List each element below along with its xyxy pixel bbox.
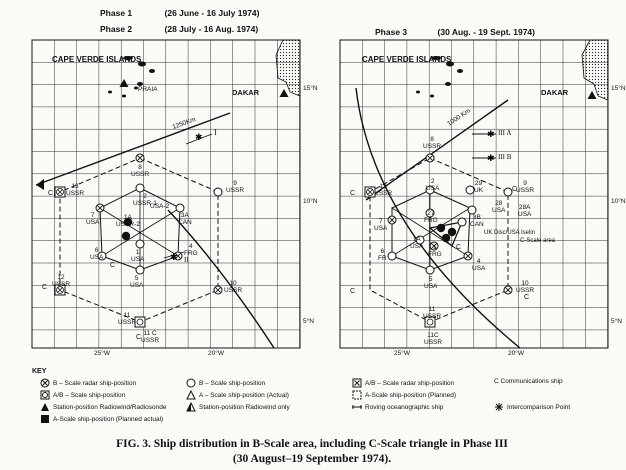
key-item: [494, 402, 570, 412]
ship-country: USA: [131, 256, 145, 263]
ship-number: 10: [229, 280, 237, 287]
key-item-text: A-Scale ship-position (Planned actual): [53, 415, 164, 423]
map_right-ship-label-11: [423, 306, 441, 320]
ship-number: 28: [495, 200, 503, 207]
ship-country: USA: [90, 254, 104, 261]
key-item-text: B – Scale radar ship-position: [53, 379, 137, 387]
map_left-ship-label-8: [131, 164, 149, 178]
ship-country: USSR: [131, 171, 150, 178]
filled-square-icon: [40, 414, 50, 424]
ship-number: 11: [123, 312, 131, 319]
left-lat5: 5°N: [303, 318, 314, 325]
ship-country: USA: [374, 225, 388, 232]
ship-number: 10: [521, 280, 529, 287]
ship-number: 1: [433, 244, 437, 251]
left-dakar-label: DAKAR: [232, 88, 260, 97]
map_left-ship-label-1a: [116, 214, 140, 228]
map_right-ship-label-29: [474, 180, 483, 194]
map_left-ship-label-11: [118, 312, 136, 326]
left-region-label: CAPE VERDE ISLANDS: [52, 55, 142, 64]
l-ship-2: [136, 184, 144, 192]
key-item-text: Intercomparison Point: [507, 403, 571, 411]
ship-country: USSR: [374, 190, 393, 197]
key-item: [494, 378, 563, 385]
ship-number: 7: [378, 218, 383, 225]
ship-number: 6: [380, 248, 385, 255]
map_left-ship-label-11c: [141, 330, 159, 344]
map_left-ship-label-usa2: [150, 203, 169, 210]
svg-text:✱: ✱: [195, 133, 203, 143]
map_right-comm-ship-c: C: [512, 186, 518, 193]
map_right-ship-label-13: [374, 183, 392, 197]
ship-country: FRG: [424, 217, 438, 224]
key-item-text: A/B – Scale radar ship-position: [365, 379, 455, 387]
right-lat15: 15°N: [611, 85, 626, 92]
right-dakar-label: DAKAR: [541, 88, 569, 97]
key-item: [186, 402, 290, 412]
key-item: [352, 378, 454, 388]
l-ship-1a-b: [122, 232, 130, 240]
key-item-text: Roving oceanographic ship: [365, 403, 444, 411]
r-intercomparison-b: [487, 154, 495, 164]
ship-number: 5: [134, 275, 139, 282]
right-track-IIIB: III B: [498, 153, 512, 161]
circle-x-icon: [40, 378, 50, 388]
key-item: [186, 390, 289, 400]
right-lat10: 10°N: [611, 198, 626, 205]
svg-text:✱: ✱: [487, 154, 495, 164]
ship-number: 4: [476, 258, 481, 265]
map_right-ship-label-11c: [424, 332, 442, 346]
l-ship-1: [136, 240, 144, 248]
map_right-ship-label-7: [374, 218, 387, 232]
phase3-dates: (30 Aug. - 19 Sept. 1974): [437, 27, 535, 37]
ship-number: 2: [430, 178, 435, 185]
r-ship-28: [468, 206, 476, 214]
ship-number: 29: [474, 180, 483, 187]
left-lat10: 10°N: [303, 198, 318, 205]
caption-line2: (30 August–19 September 1974).: [232, 453, 392, 465]
r-ship-29: [466, 186, 474, 194]
l-ship-3a: [176, 204, 184, 212]
intercomparison-icon: [494, 402, 504, 412]
ship-country: USA: [130, 282, 144, 289]
l-ship-5: [136, 266, 144, 274]
l-praia-station: [120, 79, 129, 87]
ship-number: 7: [90, 212, 95, 219]
ship-number: 13: [71, 183, 79, 190]
left-lat15: 15°N: [303, 85, 318, 92]
map_left-comm-ship-c: C: [136, 334, 142, 341]
key-item-text: A – Scale ship-position (Actual): [199, 391, 289, 399]
right-cscale-note: C-Scale area: [520, 238, 556, 244]
triangle-open-icon: [186, 390, 196, 400]
left-range-label: 1250Km: [171, 116, 197, 131]
l-ship-9: [214, 188, 222, 196]
ship-number: 9: [233, 180, 237, 187]
ship-country: USSR: [52, 281, 71, 288]
key-title: KEY: [32, 368, 47, 375]
r-intercomparison-a: [487, 130, 495, 140]
left-range-arc: [168, 210, 274, 348]
l-intercomparison-2: [170, 253, 178, 263]
dashed-square-icon: [352, 390, 362, 400]
map_right-comm-ship-c: C: [524, 294, 530, 301]
map_right-ship-label-5: [424, 276, 437, 290]
map_right-ship-label-27: [424, 210, 438, 224]
ship-country: FRG: [184, 250, 198, 257]
map_left-ship-label-1: [131, 249, 144, 263]
phase2-dates: (28 July - 16 Aug. 1974): [164, 24, 259, 34]
square-circle-icon: [40, 390, 50, 400]
ship-country: USA: [410, 243, 424, 250]
right-lon20: 20°W: [508, 350, 524, 357]
phase1-label: Phase 1: [100, 8, 133, 18]
map_left-ship-label-9: [226, 180, 244, 194]
key-item-text: A/B – Scale ship-position: [53, 391, 126, 399]
ship-country: CAN: [178, 219, 192, 226]
ship-number: 8: [138, 164, 142, 171]
ship-country: USSR: [516, 287, 535, 294]
ship-country: USSR: [226, 187, 245, 194]
l-dakar-station: [280, 89, 289, 97]
ship-number: 11C: [427, 332, 439, 339]
triangle-filled-icon: [40, 402, 50, 412]
r-ship-10: [504, 286, 512, 294]
map_left-ship-label-13: [66, 183, 84, 197]
l-ship-11: [135, 317, 145, 327]
map_left-ship-label-5: [130, 275, 143, 289]
ship-country: USSR-2: [116, 221, 140, 228]
r-ship-7: [388, 216, 396, 224]
r-ship-9: [504, 188, 512, 196]
ship-number: 8: [430, 136, 434, 143]
key-item-text: C Communications ship: [494, 378, 563, 385]
map_right-ship-label-2: [426, 178, 439, 192]
r-ship-4: [464, 252, 472, 260]
ship-country: USSR-1: [133, 200, 157, 207]
left-arrow-icon: [36, 179, 44, 190]
map_right-ship-label-28a: [518, 204, 531, 218]
ship-number: 13: [379, 183, 387, 190]
r-ship-8: [426, 154, 434, 162]
key-item-text: Station-position Radiowind/Radiosonde: [53, 403, 167, 411]
r-ship-cluster-a: [437, 224, 445, 232]
l-intercomparison-1: [195, 133, 203, 143]
right-lon25: 25°W: [394, 350, 410, 357]
ship-country: USSR: [423, 313, 442, 320]
ship-country: USA: [86, 219, 100, 226]
caption-line1: FIG. 3. Ship distribution in B-Scale area, including C-Scale triangle in Phase III: [116, 438, 508, 450]
ship-number: 1A: [412, 236, 421, 243]
ship-country: FRG: [428, 251, 442, 258]
ship-country: USA: [472, 265, 486, 272]
map_left-ship-label-4: [184, 243, 198, 257]
ship-number: 3B: [472, 214, 481, 221]
map_left-comm-ship-c: C: [48, 190, 54, 197]
r-ship-cluster-b: [448, 228, 456, 236]
ship-country: USSR: [224, 287, 243, 294]
l-ship-10: [214, 286, 222, 294]
l-ship-8: [136, 154, 144, 162]
ship-country: USSR: [424, 339, 443, 346]
ship-country: USA: [426, 185, 440, 192]
right-lat5: 5°N: [611, 318, 622, 325]
svg-text:✱: ✱: [487, 130, 495, 140]
ship-number: 12: [57, 274, 65, 281]
ship-number: USA-2: [150, 203, 170, 210]
ship-country: USA: [424, 283, 438, 290]
phase1-dates: (26 June - 16 July 1974): [164, 8, 260, 18]
key-item: [40, 378, 136, 388]
map_left-comm-ship-c: C: [110, 262, 116, 269]
ship-number: 9: [523, 180, 527, 187]
circle-open-icon: [186, 378, 196, 388]
ship-country: USSR: [118, 319, 137, 326]
triangle-half-icon: [186, 402, 196, 412]
r-dakar-station: [588, 91, 597, 99]
key-item-text: Station-position Radiowind only: [199, 403, 290, 411]
ship-country: USA: [492, 207, 506, 214]
right-range-label: 1000 Km: [446, 107, 472, 128]
r-ship-cluster-c: [442, 234, 450, 242]
svg-text:✱: ✱: [170, 253, 178, 263]
map_left-ship-label-7: [86, 212, 99, 226]
ship-country: USSR: [66, 190, 85, 197]
ship-number: 11 C: [143, 330, 157, 337]
key-item-text: B – Scale ship-position: [199, 379, 266, 387]
map_left-ship-label-10: [224, 280, 242, 294]
ship-number: 11: [428, 306, 436, 313]
right-track-IIIA: III A: [498, 129, 512, 137]
r-ship-5: [426, 266, 434, 274]
r-ship-3b: [458, 218, 466, 226]
right-uk-note: UK Disc/USA Iselin: [484, 230, 536, 236]
ship-country: CAN: [470, 221, 484, 228]
square-x-icon: [352, 378, 362, 388]
map_right-ship-label-3b: [470, 214, 484, 228]
right-region-label: CAPE VERDE ISLANDS: [362, 55, 452, 64]
map_right-ship-label-6: [378, 248, 387, 262]
left-lon20: 20°W: [208, 350, 224, 357]
ship-number: 5: [428, 276, 433, 283]
map_left-ship-label-12: [52, 274, 70, 288]
ship-number: 3A: [180, 212, 189, 219]
map_right-ship-label-9: [516, 180, 534, 194]
left-africa-coast: [276, 40, 300, 96]
ship-number: 1A: [123, 214, 132, 221]
left-track-II: II: [184, 256, 189, 264]
map_right-ship-label-10: [516, 280, 534, 294]
ship-number: 6: [94, 247, 99, 254]
ship-country: UK: [474, 187, 484, 194]
r-ship-6: [388, 252, 396, 260]
key-item: [40, 414, 163, 424]
map_right-ship-label-1a: [410, 236, 423, 250]
left-track-I: I: [214, 128, 217, 137]
key-item: [352, 390, 456, 400]
map_right-comm-ship-c: C: [350, 288, 356, 295]
left-lon25: 25°W: [94, 350, 110, 357]
key-item: [40, 402, 166, 412]
ship-country: USSR: [516, 187, 535, 194]
map_left-ship-label-6: [90, 247, 103, 261]
map_right-ship-label-28: [492, 200, 505, 214]
phase3-label: Phase 3: [375, 27, 408, 37]
map_left-ship-label-3a: [178, 212, 192, 226]
l-ship-13: [55, 187, 65, 197]
ship-number: 27: [427, 210, 435, 217]
map_right-comm-ship-c: C: [456, 244, 462, 251]
key-item: [40, 390, 125, 400]
map_right-ship-label-8: [423, 136, 441, 150]
left-praia-label: PRAIA: [138, 86, 158, 93]
key-item-text: A-Scale ship-position (Planned): [365, 391, 457, 399]
roving-icon: [352, 402, 362, 412]
l-ship-7: [96, 204, 104, 212]
right-africa-coast: [582, 40, 608, 100]
ship-number: 2: [143, 193, 147, 200]
phase2-label: Phase 2: [100, 24, 133, 34]
ship-country: FR: [378, 255, 387, 262]
map_left-comm-ship-c: C: [42, 284, 48, 291]
map_right-comm-ship-c: C: [350, 190, 356, 197]
map_right-ship-label-1: [428, 244, 442, 258]
ship-number: 1: [135, 249, 140, 256]
ship-country: USA: [518, 211, 532, 218]
ship-country: USSR: [423, 143, 442, 150]
ship-country: USSR: [141, 337, 160, 344]
ship-number: 28A: [518, 204, 531, 211]
key-item: [186, 378, 265, 388]
map_right-ship-label-4: [472, 258, 485, 272]
key-item: [352, 402, 443, 412]
ship-number: 4: [189, 243, 193, 250]
